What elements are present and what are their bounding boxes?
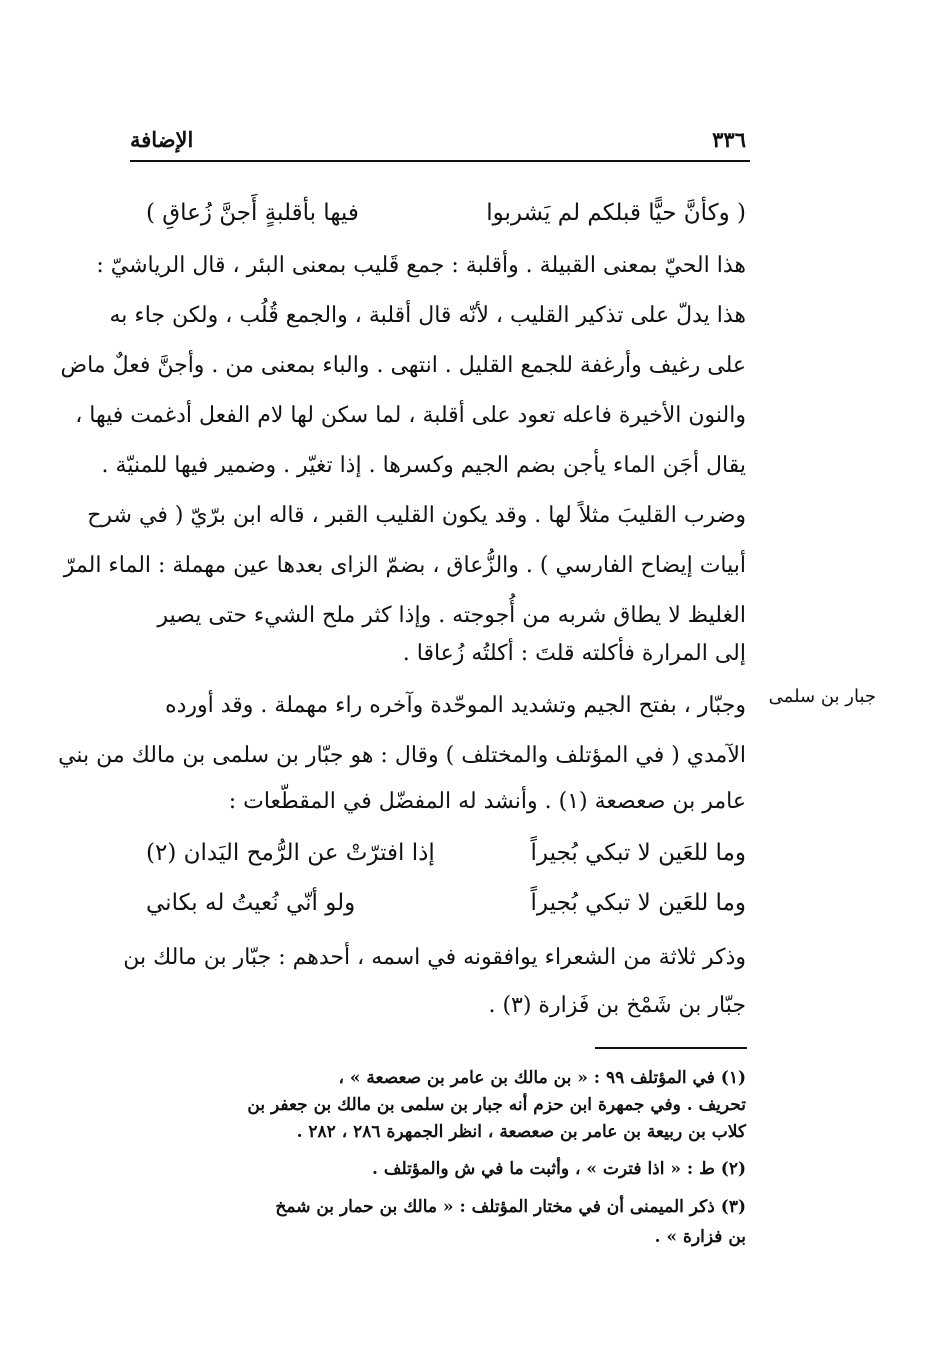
body-line: الغليظ لا يطاق شربه من أُجوجته . وإذا كثر ملح الشيء حتى يصير	[157, 603, 746, 628]
header-divider	[130, 160, 750, 162]
verse-hemistich-first: وما للعَين لا تبكي بُجيراً	[530, 890, 746, 916]
body-line: هذا يدلّ على تذكير القليب ، لأنّه قال أقلبة ، والجمع قُلُب ، ولكن جاء به	[109, 303, 746, 328]
verse-hemistich-second: إذا افترّتْ عن الرُّمح اليَدان (٢)	[146, 840, 435, 866]
body-line: أبيات إيضاح الفارسي ) . والزُّعاق ، بضمّ الزاى بعدها عين مهملة : الماء المرّ	[63, 553, 746, 578]
closing-line: وذكر ثلاثة من الشعراء يوافقونه في اسمه ، أحدهم : جبّار بن مالك بن	[123, 945, 746, 970]
entry-line: عامر بن صعصعة (١) . وأنشد له المفضّل في المقطّعات :	[228, 789, 746, 814]
footnote-line: كلاب بن ربيعة بن عامر بن صعصعة ، انظر الجمهرة ٢٨٦ ، ٢٨٢ .	[296, 1122, 746, 1142]
verse-hemistich-first: وما للعَين لا تبكي بُجيراً	[530, 840, 746, 866]
verse-hemistich-second: ولو أنّي نُعيتُ له بكاني	[146, 890, 356, 916]
entry-line: الآمدي ( في المؤتلف والمختلف ) وقال : هو جبّار بن سلمى بن مالك من بني	[58, 743, 746, 768]
page-header	[130, 122, 746, 156]
entry-line: وجبّار ، بفتح الجيم وتشديد الموحّدة وآخره راء مهملة . وقد أورده	[165, 693, 746, 718]
verse-hemistich-first: ( وكأنَّ حيًّا قبلكم لم يَشربوا	[486, 200, 746, 226]
verse-top	[146, 192, 746, 234]
body-line: هذا الحيّ بمعنى القبيلة . وأقلبة : جمع قَليب بمعنى البئر ، قال الرياشيّ :	[96, 253, 746, 278]
body-line: وضرب القليبَ مثلاً لها . وقد يكون القليب القبر ، قاله ابن برّيّ ( في شرح	[87, 503, 746, 528]
footnote-line: (٣) ذكر الميمنى أن في مختار المؤتلف : « مالك بن حمار بن شمخ	[275, 1197, 746, 1217]
body-line: يقال أجَن الماء يأجن بضم الجيم وكسرها . إذا تغيّر . وضمير فيها للمنيّة .	[101, 453, 746, 478]
footnote-line: (٢) ط : « اذا فترت » ، وأثبت ما في ش والمؤتلف .	[372, 1159, 746, 1179]
margin-note: جبار بن سلمى	[768, 686, 876, 707]
footnote-divider	[595, 1047, 747, 1049]
page-number: ٣٣٦	[712, 126, 746, 152]
footnote-line: تحريف . وفي جمهرة ابن حزم أنه جبار بن سلمى بن مالك بن جعفر بن	[247, 1095, 746, 1115]
verse-mid	[146, 832, 746, 874]
body-line: والنون الأخيرة فاعله تعود على أقلبة ، لما سكن لها لام الفعل أدغمت فيها ،	[75, 403, 746, 428]
footnote-line: بن فزارة » .	[654, 1227, 746, 1247]
section-title: الإضافة	[130, 126, 194, 152]
body-line: على رغيف وأرغفة للجمع القليل . انتهى . والباء بمعنى من . وأجنَّ فعلٌ ماض	[60, 353, 746, 378]
verse-hemistich-second: فيها بأقلبةٍ أَجنَّ زُعاقِ )	[146, 200, 359, 226]
closing-line: جبّار بن شَمْخ بن فَزارة (٣) .	[488, 993, 746, 1018]
verse-mid	[146, 882, 746, 924]
body-line: إلى المرارة فأكلته قلتَ : أكلتُه زُعاقا .	[402, 641, 746, 666]
footnote-line: (١) في المؤتلف ٩٩ : « بن مالك بن عامر بن صعصعة » ،	[338, 1068, 746, 1088]
